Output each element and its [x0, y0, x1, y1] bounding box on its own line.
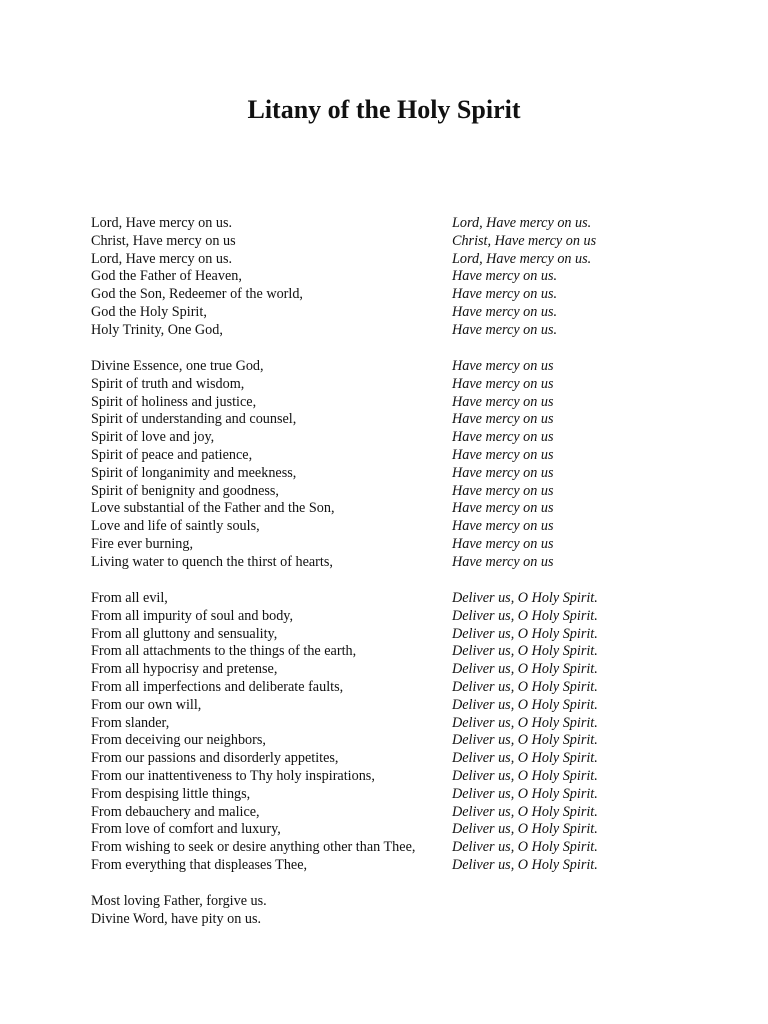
litany-row	[91, 286, 691, 304]
litany-row	[91, 394, 691, 412]
litany-row	[91, 447, 691, 465]
response-text: Deliver us, O Holy Spirit.	[452, 732, 598, 749]
litany-row	[91, 768, 691, 786]
response-text: Have mercy on us	[452, 500, 554, 517]
litany-row	[91, 251, 691, 269]
litany-row	[91, 268, 691, 286]
section-closing	[91, 893, 691, 929]
invocation-text: Love and life of saintly souls,	[91, 518, 260, 535]
litany-row	[91, 215, 691, 233]
response-text: Have mercy on us	[452, 375, 554, 392]
invocation-text: From wishing to seek or desire anything other than Thee,	[91, 839, 416, 856]
invocation-text: Lord, Have mercy on us.	[91, 215, 233, 231]
litany-row	[91, 643, 691, 661]
response-text: Have mercy on us	[452, 464, 554, 481]
litany-row	[91, 322, 691, 340]
invocation-text: God the Holy Spirit,	[91, 303, 207, 320]
response-text: Deliver us, O Holy Spirit.	[452, 856, 598, 873]
litany-row	[91, 786, 691, 804]
response-text: Have mercy on us	[452, 446, 554, 463]
invocation-text: God the Son, Redeemer of the world,	[91, 286, 303, 303]
response-text: Deliver us, O Holy Spirit.	[452, 750, 598, 767]
invocation-text: Living water to quench the thirst of hearts,	[91, 553, 333, 570]
litany-row	[91, 304, 691, 322]
litany-row	[91, 697, 691, 715]
litany-row	[91, 500, 691, 518]
response-text: Have mercy on us	[452, 429, 554, 446]
invocation-text: From slander,	[91, 714, 170, 731]
response-text: Have mercy on us	[452, 393, 554, 410]
invocation-text: From our passions and disorderly appetites,	[91, 750, 339, 767]
litany-row	[91, 233, 691, 251]
invocation-text: From all impurity of soul and body,	[91, 607, 294, 624]
invocation-text: Most loving Father, forgive us.	[91, 893, 267, 909]
response-text: Have mercy on us	[452, 535, 554, 552]
invocation-text: From debauchery and malice,	[91, 803, 260, 820]
response-text: Deliver us, O Holy Spirit.	[452, 678, 598, 695]
response-text: Have mercy on us	[452, 358, 554, 374]
page-title: Litany of the Holy Spirit	[247, 95, 521, 124]
section-spirit-invocations	[91, 358, 691, 572]
invocation-text: From all evil,	[91, 590, 168, 606]
invocation-text: Spirit of peace and patience,	[91, 446, 253, 463]
response-text: Deliver us, O Holy Spirit.	[452, 785, 598, 802]
response-text: Deliver us, O Holy Spirit.	[452, 803, 598, 820]
response-text: Christ, Have mercy on us	[452, 232, 597, 249]
invocation-text: From all imperfections and deliberate faults,	[91, 678, 344, 695]
invocation-text: Spirit of longanimity and meekness,	[91, 464, 297, 481]
litany-row	[91, 839, 691, 857]
section-deliver-us	[91, 590, 691, 875]
litany-row	[91, 608, 691, 626]
invocation-text: Spirit of understanding and counsel,	[91, 411, 297, 428]
invocation-text: Divine Essence, one true God,	[91, 358, 264, 374]
invocation-text: Lord, Have mercy on us.	[91, 250, 233, 267]
litany-row	[91, 376, 691, 394]
response-text: Deliver us, O Holy Spirit.	[452, 625, 598, 642]
invocation-text: From all gluttony and sensuality,	[91, 625, 278, 642]
response-text: Deliver us, O Holy Spirit.	[452, 821, 598, 838]
response-text: Lord, Have mercy on us.	[452, 215, 592, 231]
invocation-text: Holy Trinity, One God,	[91, 321, 223, 338]
response-text: Lord, Have mercy on us.	[452, 250, 592, 267]
invocation-text: From our own will,	[91, 696, 202, 713]
response-text: Have mercy on us.	[452, 303, 558, 320]
litany-row	[91, 518, 691, 536]
response-text: Have mercy on us.	[452, 286, 558, 303]
litany-row	[91, 590, 691, 608]
invocation-text: Spirit of holiness and justice,	[91, 393, 257, 410]
invocation-text: God the Father of Heaven,	[91, 268, 242, 285]
invocation-text: From our inattentiveness to Thy holy inspirations,	[91, 767, 375, 784]
invocation-text: From everything that displeases Thee,	[91, 856, 308, 873]
invocation-text: From deceiving our neighbors,	[91, 732, 266, 749]
litany-row	[91, 911, 691, 929]
response-text: Deliver us, O Holy Spirit.	[452, 696, 598, 713]
response-text: Deliver us, O Holy Spirit.	[452, 643, 598, 660]
litany-row	[91, 626, 691, 644]
response-text: Deliver us, O Holy Spirit.	[452, 607, 598, 624]
litany-row	[91, 429, 691, 447]
litany-row	[91, 465, 691, 483]
response-text: Have mercy on us	[452, 411, 554, 428]
litany-row	[91, 804, 691, 822]
response-text: Deliver us, O Holy Spirit.	[452, 767, 598, 784]
invocation-text: From love of comfort and luxury,	[91, 821, 281, 838]
invocation-text: Christ, Have mercy on us	[91, 232, 236, 249]
response-text: Deliver us, O Holy Spirit.	[452, 839, 598, 856]
response-text: Have mercy on us	[452, 518, 554, 535]
invocation-text: Love substantial of the Father and the Son,	[91, 500, 335, 517]
invocation-text: From all attachments to the things of the earth,	[91, 643, 357, 660]
litany-row	[91, 732, 691, 750]
litany-row	[91, 483, 691, 501]
response-text: Have mercy on us	[452, 553, 554, 570]
response-text: Have mercy on us.	[452, 268, 558, 285]
invocation-text: Spirit of love and joy,	[91, 429, 215, 446]
invocation-text: From despising little things,	[91, 785, 251, 802]
response-text: Deliver us, O Holy Spirit.	[452, 714, 598, 731]
litany-row	[91, 411, 691, 429]
litany-row	[91, 893, 691, 911]
invocation-text: Spirit of benignity and goodness,	[91, 482, 279, 499]
response-text: Deliver us, O Holy Spirit.	[452, 590, 598, 606]
litany-row	[91, 661, 691, 679]
invocation-text: Spirit of truth and wisdom,	[91, 375, 245, 392]
invocation-text: From all hypocrisy and pretense,	[91, 661, 278, 678]
litany-row	[91, 750, 691, 768]
litany-row	[91, 536, 691, 554]
invocation-text: Fire ever burning,	[91, 535, 194, 552]
litany-row	[91, 554, 691, 572]
response-text: Have mercy on us.	[452, 321, 558, 338]
litany-row	[91, 821, 691, 839]
litany-row	[91, 358, 691, 376]
litany-row	[91, 715, 691, 733]
litany-row	[91, 679, 691, 697]
litany-row	[91, 857, 691, 875]
section-kyrie	[91, 215, 691, 340]
invocation-text: Divine Word, have pity on us.	[91, 910, 262, 927]
response-text: Deliver us, O Holy Spirit.	[452, 661, 598, 678]
response-text: Have mercy on us	[452, 482, 554, 499]
